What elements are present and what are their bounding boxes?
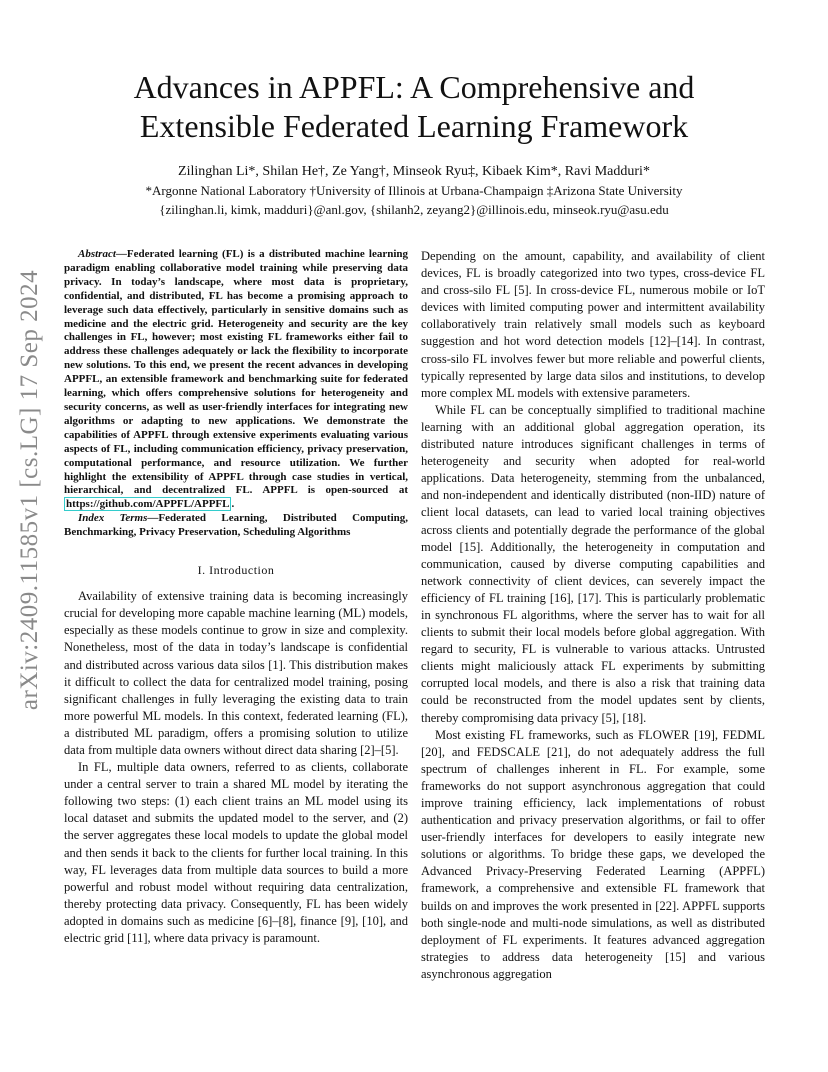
intro-paragraph-2: In FL, multiple data owners, referred to as clients, collaborate under a central server to train a shared ML model by iterating the following two steps: (1) each client trains an ML model using its local dataset and submits the updated model to the server, and (2) the server aggregates these local models to update the global model and then sends it back to the clients for further local training. In this way, FL leverages data from multiple data sources to build a more powerful and robust model without requiring data centralization, thereby protecting data privacy. Consequently, FL has been widely adopted in domains such as medicine [6]–[8], finance [9], [10], and electric grid [11], where data privacy is paramount. — [64, 760, 408, 945]
arxiv-stamp-text: arXiv:2409.11585v1 [cs.LG] 17 Sep 2024 — [16, 269, 43, 711]
index-terms-text: —Federated Learning, Distributed Computing, Benchmarking, Privacy Preservation, Scheduling Algorithms — [64, 512, 408, 539]
paper-title — [80, 68, 748, 146]
right-column — [421, 248, 765, 983]
title-line-1: Advances in APPFL: A Comprehensive and — [133, 69, 695, 105]
github-link[interactable]: https://github.com/APPFL/APPFL — [66, 498, 230, 511]
left-column — [64, 248, 408, 947]
arxiv-stamp — [10, 250, 50, 730]
intro-paragraph-1: Availability of extensive training data is becoming increasingly crucial for developing more capable machine learning (ML) models, especially as these models continue to grow in size and complexity. Nonetheless, most of the data in today’s landscape is confidential and distributed across various data silos [1]. This distribution makes it difficult to collect the data for centralized model training, posing significant challenges in fully leveraging the existing data to train more powerful ML models. In this context, federated learning (FL), a distributed ML paradigm, offers a promising solution to utilize data from multiple data owners without direct data sharing [2]–[5]. — [64, 589, 408, 757]
intro-paragraph-4: While FL can be conceptually simplified to traditional machine learning with an additional global aggregation operation, its distributed nature introduces significant challenges in terms of heterogeneity and security when adopted for real-world applications. Data heterogeneity, stemming from the unbalanced, and non-independent and identically distributed (non-IID) nature of client local datasets, can lead to varied local training objectives across clients and potentially degrade the performance of the global model [15]. Additionally, the heterogeneity in computation and communication, caused by diverse computing capabilities and network connectivity of client devices, can severely impact the efficiency of FL training [16], [17]. This is particularly problematic in synchronous FL algorithms, where the server has to wait for all clients to submit their local models before global aggregation. With regard to security, FL is vulnerable to various attacks. Untrusted clients might maliciously attack FL experiments by submitting corrupted local models, and there is also a risk that training data could be reconstructed from the model updates sent by clients, thereby compromising data privacy [5], [18]. — [421, 402, 765, 725]
intro-paragraph-3: Depending on the amount, capability, and availability of client devices, FL is broadly categorized into two types, cross-device FL and cross-silo FL [5]. In cross-device FL, numerous mobile or IoT devices with limited computing power and intermittent availability collaboratively train relatively small models such as keyboard suggestion and hot word detection models [12]–[14]. In contrast, cross-silo FL involves fewer but more reliable and powerful clients, typically represented by large data silos and institutions, to develop more complex ML models with extensive parameters. — [421, 249, 765, 400]
affiliation-line: *Argonne National Laboratory †University of Illinois at Urbana-Champaign ‡Arizona State University — [145, 183, 683, 198]
affiliations — [80, 181, 748, 219]
email-line: {zilinghan.li, kimk, madduri}@anl.gov, {shilanh2, zeyang2}@illinois.edu, minseok.ryu@asu.edu — [159, 202, 669, 217]
intro-paragraph-5: Most existing FL frameworks, such as FLOWER [19], FEDML [20], and FEDSCALE [21], do not adequately address the full spectrum of challenges inherent in FL. For example, some frameworks do not support asynchronous aggregation that could improve training efficiency, lack implementations of robust authentication and privacy preservation algorithms, or fail to offer user-friendly interfaces for developers to easily integrate new solutions or algorithms. To bridge these gaps, we developed the Advanced Privacy-Preserving Federated Learning (APPFL) framework, a comprehensive and extensible FL framework that builds on and improves the work presented in [22]. APPFL supports both single-node and multi-node simulations, as well as distributed deployment of FL experiments. It features advanced aggregation strategies to address data heterogeneity [15] and various asynchronous aggregation — [421, 727, 765, 981]
section-heading: I. Introduction — [197, 563, 275, 578]
abstract: Abstract—Federated learning (FL) is a distributed machine learning paradigm enabling collaborative model training while preserving data privacy. In today’s landscape, where most data is proprietary, confidential, and distributed, FL has become a promising approach to leverage such data effectively, particularly in sensitive domains such as medicine and the electric grid. Heterogeneity and security are the key challenges in FL, however; most existing FL frameworks either fail to address these challenges adequately or lack the flexibility to incorporate new solutions. To this end, we present the recent advances in developing APPFL, an extensible framework and benchmarking suite for federated learning, which offers comprehensive solutions for heterogeneity and security concerns, as well as user-friendly interfaces for integrating new algorithms or adapting to new applications. We demonstrate the capabilities of APPFL through extensive experiments evaluating various aspects of FL, including communication efficiency, privacy preservation, computational performance, and resource utilization. We further highlight the extensibility of APPFL through case studies in vertical, hierarchical, and decentralized FL. APPFL is open-sourced at https://github.com/APPFL/APPFL . — [64, 248, 408, 511]
index-terms-label: Index Terms — [78, 512, 148, 525]
abstract-text: —Federated learning (FL) is a distributed machine learning paradigm enabling collaborative model training while preserving data privacy. In today’s landscape, where most data is proprietary, confidential, and distributed, FL has become a promising approach to leverage such data effectively, particularly in sensitive domains such as medicine and the electric grid. Heterogeneity and security are the key challenges in FL, however; most existing FL frameworks either fail to address these challenges adequately or lack the flexibility to incorporate new solutions. To this end, we present the recent advances in developing APPFL, an extensible framework and benchmarking suite for federated learning, which offers comprehensive solutions for heterogeneity and security concerns, as well as user-friendly interfaces for integrating new algorithms or adapting to new applications. We demonstrate the capabilities of APPFL through extensive experiments evaluating various aspects of FL, including communication efficiency, privacy preservation, computational performance, and resource utilization. We further highlight the extensibility of APPFL through case studies in vertical, hierarchical, and decentralized FL. APPFL is open-sourced at — [64, 248, 408, 497]
index-terms — [64, 512, 408, 540]
abstract-label: Abstract — [78, 248, 116, 260]
author-list: Zilinghan Li*, Shilan He†, Ze Yang†, Minseok Ryu‡, Kibaek Kim*, Ravi Madduri* — [178, 164, 650, 179]
title-line-2: Extensible Federated Learning Framework — [139, 108, 689, 144]
